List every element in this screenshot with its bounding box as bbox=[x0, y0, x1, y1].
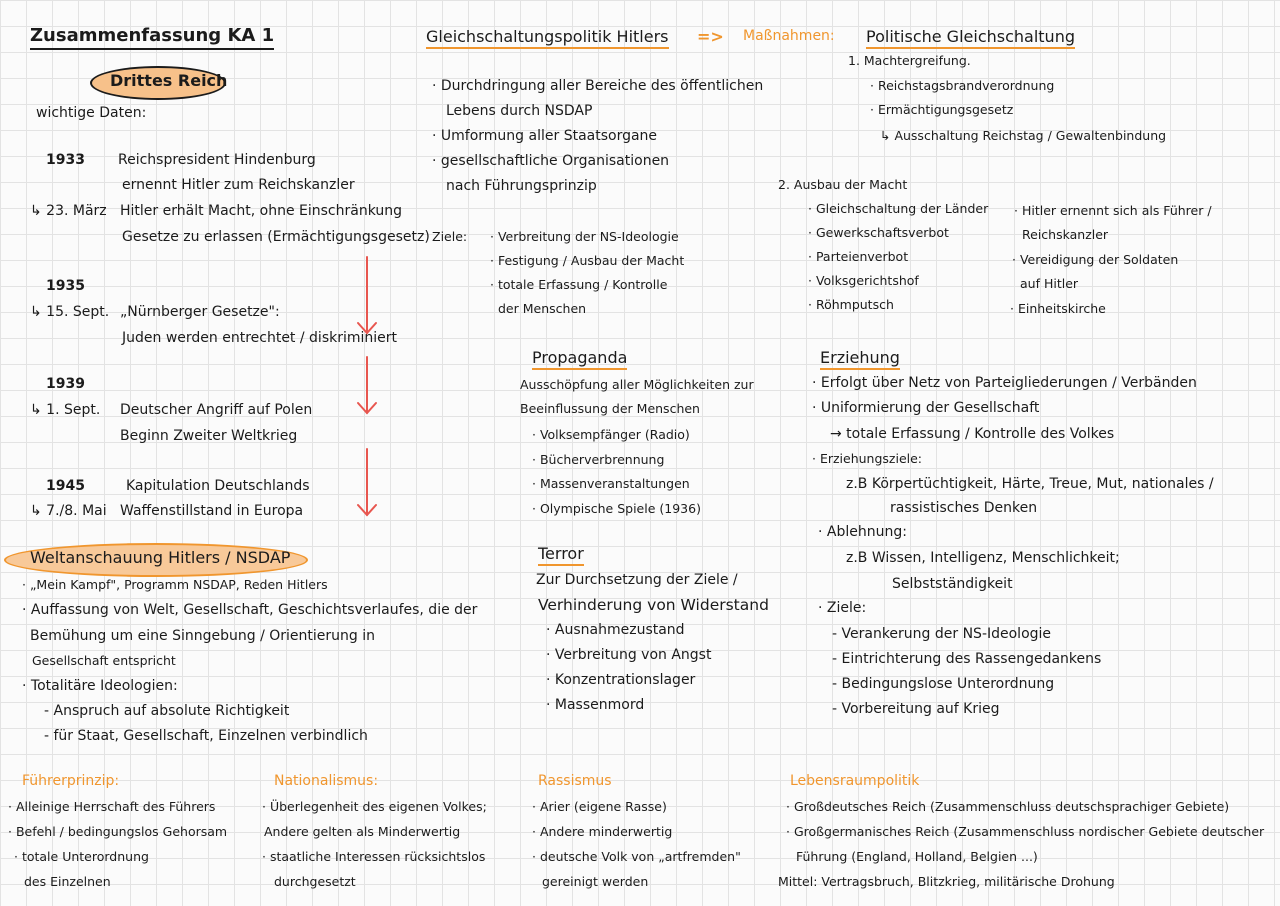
propaganda-line: · Olympische Spiele (1936) bbox=[532, 501, 701, 516]
erziehung-line: → totale Erfassung / Kontrolle des Volkes bbox=[830, 426, 1115, 442]
timeline-line: ernennt Hitler zum Reichskanzler bbox=[122, 177, 355, 193]
ausbau-left: · Röhmputsch bbox=[808, 297, 894, 312]
timeline-line: Juden werden entrechtet / diskriminiert bbox=[122, 330, 398, 346]
ziele-line: · totale Erfassung / Kontrolle bbox=[490, 277, 668, 292]
gleichschaltung-line: · gesellschaftliche Organisationen bbox=[432, 153, 670, 169]
erziehung-line: - Eintrichterung des Rassengedankens bbox=[832, 651, 1102, 667]
lebensraum-line: · Großgermanisches Reich (Zusammenschluss nordischer Gebiete deutscher bbox=[786, 824, 1265, 839]
timeline-year: 1935 bbox=[46, 278, 85, 294]
ausbau-label: 2. Ausbau der Macht bbox=[778, 177, 908, 192]
erziehung-line: rassistisches Denken bbox=[890, 500, 1038, 516]
erziehung-title: Erziehung bbox=[820, 349, 900, 370]
propaganda-line: Beeinflussung der Menschen bbox=[520, 401, 700, 416]
nationalismus-line: Andere gelten als Minderwertig bbox=[264, 824, 461, 839]
fuehrerprinzip-line: · Alleinige Herrschaft des Führers bbox=[8, 799, 216, 814]
rassismus-line: · Arier (eigene Rasse) bbox=[532, 799, 667, 814]
erziehung-line: · Ziele: bbox=[818, 600, 867, 616]
gleichschaltung-line: nach Führungsprinzip bbox=[446, 178, 597, 194]
ausbau-left: · Parteienverbot bbox=[808, 249, 909, 264]
erziehung-line: Selbstständigkeit bbox=[892, 576, 1013, 592]
ziele-line: · Festigung / Ausbau der Macht bbox=[490, 253, 685, 268]
ausbau-right: · Einheitskirche bbox=[1010, 301, 1106, 316]
politische-title: Politische Gleichschaltung bbox=[866, 28, 1075, 49]
weltanschauung-line: Bemühung um eine Sinngebung / Orientierung in bbox=[30, 628, 375, 644]
terror-line: · Massenmord bbox=[546, 697, 645, 713]
lebensraum-line: Mittel: Vertragsbruch, Blitzkrieg, militärische Drohung bbox=[778, 874, 1115, 889]
terror-title: Terror bbox=[538, 545, 584, 566]
timeline-date: ↳ 23. März bbox=[30, 203, 107, 219]
weltanschauung-line: · Auffassung von Welt, Gesellschaft, Geschichtsverlaufes, die der bbox=[22, 602, 478, 618]
nationalismus-line: · Überlegenheit des eigenen Volkes; bbox=[262, 799, 487, 814]
ausbau-left: · Gleichschaltung der Länder bbox=[808, 201, 989, 216]
rassismus-line: · deutsche Volk von „artfremden" bbox=[532, 849, 741, 864]
propaganda-line: · Bücherverbrennung bbox=[532, 452, 665, 467]
timeline-date: ↳ 1. Sept. bbox=[30, 402, 101, 418]
ausbau-right: · Vereidigung der Soldaten bbox=[1012, 252, 1179, 267]
drittes-reich-label: Drittes Reich bbox=[110, 71, 228, 90]
propaganda-line: Ausschöpfung aller Möglichkeiten zur bbox=[520, 377, 754, 392]
nationalismus-title: Nationalismus: bbox=[274, 773, 379, 789]
timeline-line: Waffenstillstand in Europa bbox=[120, 503, 304, 519]
politische-line: · Reichstagsbrandverordnung bbox=[870, 78, 1055, 93]
erziehung-line: z.B Körpertüchtigkeit, Härte, Treue, Mut, nationales / bbox=[846, 476, 1214, 492]
timeline-year: 1945 bbox=[46, 478, 85, 494]
weltanschauung-title: Weltanschauung Hitlers / NSDAP bbox=[30, 548, 291, 567]
timeline-year: 1939 bbox=[46, 376, 85, 392]
lebensraum-title: Lebensraumpolitik bbox=[790, 773, 920, 789]
rassismus-line: gereinigt werden bbox=[542, 874, 649, 889]
erziehung-line: · Erziehungsziele: bbox=[812, 451, 923, 466]
ziele-line: der Menschen bbox=[498, 301, 587, 316]
erziehung-line: · Uniformierung der Gesellschaft bbox=[812, 400, 1040, 416]
terror-line: · Verbreitung von Angst bbox=[546, 647, 712, 663]
politische-line: ↳ Ausschaltung Reichstag / Gewaltenbindung bbox=[880, 128, 1167, 143]
politische-line: · Ermächtigungsgesetz bbox=[870, 102, 1014, 117]
terror-line: Verhinderung von Widerstand bbox=[538, 596, 769, 614]
timeline-date: ↳ 15. Sept. bbox=[30, 304, 110, 320]
lebensraum-line: · Großdeutsches Reich (Zusammenschluss deutschsprachiger Gebiete) bbox=[786, 799, 1230, 814]
ziele-label: Ziele: bbox=[432, 229, 468, 244]
ziele-line: · Verbreitung der NS-Ideologie bbox=[490, 229, 679, 244]
timeline-line: Gesetze zu erlassen (Ermächtigungsgesetz) bbox=[122, 229, 430, 245]
erziehung-line: · Ablehnung: bbox=[818, 524, 907, 540]
ausbau-left: · Gewerkschaftsverbot bbox=[808, 225, 949, 240]
ausbau-left: · Volksgerichtshof bbox=[808, 273, 919, 288]
rassismus-title: Rassismus bbox=[538, 773, 612, 789]
weltanschauung-line: Gesellschaft entspricht bbox=[32, 653, 176, 668]
lebensraum-line: Führung (England, Holland, Belgien ...) bbox=[796, 849, 1038, 864]
nationalismus-line: durchgesetzt bbox=[274, 874, 356, 889]
timeline-line: Kapitulation Deutschlands bbox=[126, 478, 310, 494]
massnahmen-label: Maßnahmen: bbox=[743, 28, 835, 44]
timeline-line: Beginn Zweiter Weltkrieg bbox=[120, 428, 298, 444]
gleichschaltung-line: · Durchdringung aller Bereiche des öffentlichen bbox=[432, 78, 764, 94]
page-title: Zusammenfassung KA 1 bbox=[30, 26, 274, 50]
terror-line: Zur Durchsetzung der Ziele / bbox=[536, 572, 738, 588]
timeline-line: Deutscher Angriff auf Polen bbox=[120, 402, 313, 418]
ausbau-right: Reichskanzler bbox=[1022, 227, 1109, 242]
erziehung-line: · Erfolgt über Netz von Parteigliederungen / Verbänden bbox=[812, 375, 1197, 391]
fuehrerprinzip-line: · totale Unterordnung bbox=[14, 849, 149, 864]
gleichschaltung-line: Lebens durch NSDAP bbox=[446, 103, 593, 119]
gleichschaltung-title: Gleichschaltungspolitik Hitlers bbox=[426, 28, 669, 49]
fuehrerprinzip-title: Führerprinzip: bbox=[22, 773, 120, 789]
weltanschauung-line: · „Mein Kampf", Programm NSDAP, Reden Hitlers bbox=[22, 577, 328, 592]
rassismus-line: · Andere minderwertig bbox=[532, 824, 673, 839]
politische-line: 1. Machtergreifung. bbox=[848, 53, 971, 68]
weltanschauung-line: · Totalitäre Ideologien: bbox=[22, 678, 178, 694]
fuehrerprinzip-line: des Einzelnen bbox=[24, 874, 111, 889]
fuehrerprinzip-line: · Befehl / bedingungslos Gehorsam bbox=[8, 824, 228, 839]
timeline-date: ↳ 7./8. Mai bbox=[30, 503, 107, 519]
weltanschauung-line: - für Staat, Gesellschaft, Einzelnen verbindlich bbox=[44, 728, 368, 744]
ausbau-right: · Hitler ernennt sich als Führer / bbox=[1014, 203, 1212, 218]
weltanschauung-line: - Anspruch auf absolute Richtigkeit bbox=[44, 703, 290, 719]
ausbau-right: auf Hitler bbox=[1020, 276, 1079, 291]
terror-line: · Ausnahmezustand bbox=[546, 622, 685, 638]
arrow-icon: => bbox=[697, 27, 724, 46]
erziehung-line: - Verankerung der NS-Ideologie bbox=[832, 626, 1052, 642]
timeline-line: Reichspresident Hindenburg bbox=[118, 152, 316, 168]
nationalismus-line: · staatliche Interessen rücksichtslos bbox=[262, 849, 486, 864]
erziehung-line: - Bedingungslose Unterordnung bbox=[832, 676, 1055, 692]
erziehung-line: z.B Wissen, Intelligenz, Menschlichkeit; bbox=[846, 550, 1120, 566]
timeline-line: Hitler erhält Macht, ohne Einschränkung bbox=[120, 203, 403, 219]
terror-line: · Konzentrationslager bbox=[546, 672, 696, 688]
timeline-arrows-icon bbox=[355, 255, 379, 525]
wichtige-daten-label: wichtige Daten: bbox=[36, 105, 147, 121]
erziehung-line: - Vorbereitung auf Krieg bbox=[832, 701, 1000, 717]
propaganda-title: Propaganda bbox=[532, 349, 627, 370]
timeline-year: 1933 bbox=[46, 152, 85, 168]
gleichschaltung-line: · Umformung aller Staatsorgane bbox=[432, 128, 658, 144]
propaganda-line: · Volksempfänger (Radio) bbox=[532, 427, 690, 442]
timeline-line: „Nürnberger Gesetze": bbox=[120, 304, 280, 320]
propaganda-line: · Massenveranstaltungen bbox=[532, 476, 690, 491]
